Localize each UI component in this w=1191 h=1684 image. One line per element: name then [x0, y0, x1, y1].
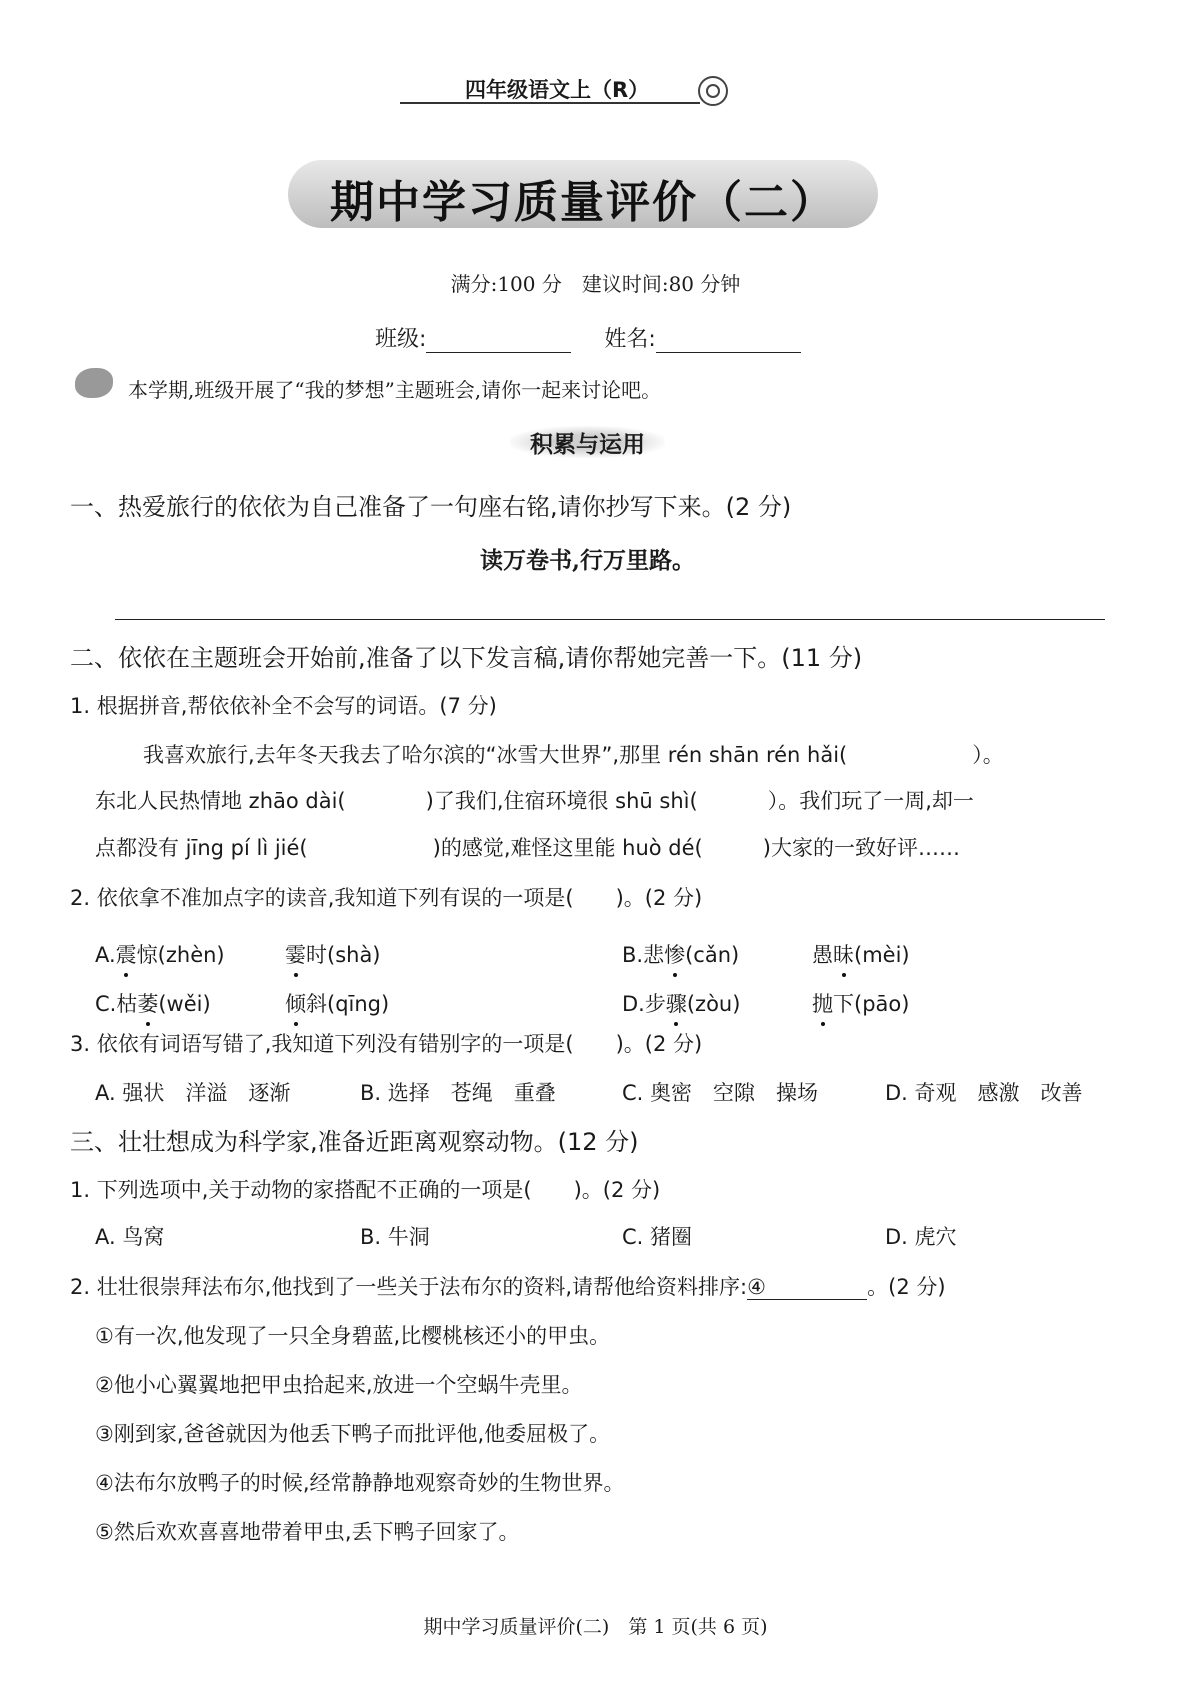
q3-sub1-title: 1. 下列选项中,关于动物的家搭配不正确的一项是( )。(2 分) [70, 1178, 661, 1202]
megaphone-icon [75, 368, 113, 398]
option-label: D. [622, 992, 645, 1016]
option-a[interactable]: A. 强状 洋溢 逐渐 [95, 1081, 291, 1105]
option-d[interactable] [622, 988, 910, 1018]
text: (zòu) [686, 992, 741, 1016]
option-b[interactable] [622, 939, 910, 969]
text: 愚 [812, 943, 833, 967]
dotted-char: 倾 [285, 988, 306, 1018]
word [812, 939, 910, 969]
text: 步 [644, 992, 666, 1016]
passage-line-2 [95, 785, 974, 815]
text: (cǎn) [685, 943, 740, 967]
q2-sub1-title: 1. 根据拼音,帮依依补全不会写的词语。(7 分) [70, 694, 497, 718]
text: 斜(qīng) [306, 992, 390, 1016]
option-c[interactable]: C. 猪圈 [622, 1225, 693, 1249]
option-d[interactable]: D. 虎穴 [885, 1225, 957, 1249]
option-c[interactable]: C. 奥密 空隙 操场 [622, 1081, 819, 1105]
text: (mèi) [854, 943, 910, 967]
dotted-char: 骤 [666, 988, 687, 1018]
word [643, 943, 739, 967]
text: )了我们,住宿环境很 shū shì( [425, 789, 698, 813]
name-label: 姓名: [604, 327, 656, 352]
q2-sub3-title: 3. 依依有词语写错了,我知道下列没有错别字的一项是( )。(2 分) [70, 1032, 703, 1056]
option-label: B. [622, 943, 644, 967]
question-1-title: 一、热爱旅行的依依为自己准备了一句座右铭,请你抄写下来。(2 分) [70, 493, 792, 521]
text: 。(2 分) [867, 1275, 946, 1299]
text: 2. 壮壮很崇拜法布尔,他找到了一些关于法布尔的资料,请帮他给资料排序: [70, 1275, 748, 1299]
text: ）。 [972, 743, 1004, 767]
text: (wěi) [158, 992, 211, 1016]
text: )的感觉,难怪这里能 huò dé( [432, 836, 703, 860]
text: 下(pāo) [833, 992, 910, 1016]
list-item: ①有一次,他发现了一只全身碧蓝,比樱桃核还小的甲虫。 [95, 1324, 611, 1348]
list-item: ④法布尔放鸭子的时候,经常静静地观察奇妙的生物世界。 [95, 1471, 625, 1495]
text: ）。我们玩了一周,却一 [767, 789, 974, 813]
option-a[interactable] [95, 939, 381, 969]
option-label: C. [95, 992, 117, 1016]
text: 东北人民热情地 zhāo dài( [95, 789, 346, 813]
class-label: 班级: [375, 327, 427, 352]
text: 我喜欢旅行,去年冬天我去了哈尔滨的“冰雪大世界”,那里 rén shān rén hǎi( [143, 743, 848, 767]
word [645, 992, 741, 1016]
option-b[interactable]: B. 选择 苍绳 重叠 [360, 1081, 556, 1105]
list-item: ⑤然后欢欢喜喜地带着甲虫,丢下鸭子回家了。 [95, 1520, 520, 1544]
dotted-char: 抛 [812, 988, 833, 1018]
word [285, 988, 389, 1018]
list-item: ③刚到家,爸爸就因为他丢下鸭子而批评他,他委屈极了。 [95, 1422, 611, 1446]
word [116, 943, 225, 967]
text: 枯 [116, 992, 138, 1016]
dotted-char: 昧 [833, 939, 854, 969]
page-title: 期中学习质量评价（二） [330, 177, 836, 228]
student-fields [375, 322, 827, 353]
order-answer[interactable] [747, 1275, 867, 1300]
prefill: ④ [747, 1275, 766, 1299]
q2-sub2-title: 2. 依依拿不准加点字的读音,我知道下列有误的一项是( )。(2 分) [70, 886, 703, 910]
dotted-char: 萎 [137, 988, 158, 1018]
text: 惊(zhèn) [136, 943, 225, 967]
subject-header [400, 72, 730, 106]
option-b[interactable]: B. 牛洞 [360, 1225, 430, 1249]
subject-label: 四年级语文上（R） [465, 78, 650, 102]
option-label: A. [95, 943, 116, 967]
text: 点都没有 jīng pí lì jié( [95, 836, 308, 860]
exam-meta: 满分:100 分 建议时间:80 分钟 [450, 272, 741, 296]
answer-line[interactable] [115, 619, 1105, 620]
passage-line-3 [95, 832, 960, 862]
dotted-char: 霎 [285, 939, 306, 969]
motto: 读万卷书,行万里路。 [480, 547, 696, 574]
section-heading: 积累与运用 [510, 426, 665, 458]
dotted-char: 震 [116, 939, 137, 969]
word [116, 992, 210, 1016]
dotted-char: 惨 [664, 939, 685, 969]
option-a[interactable]: A. 鸟窝 [95, 1225, 165, 1249]
passage-line-1 [143, 739, 1004, 769]
question-2-title: 二、依依在主题班会开始前,准备了以下发言稿,请你帮她完善一下。(11 分) [70, 644, 863, 672]
class-input[interactable] [426, 330, 571, 353]
option-d[interactable]: D. 奇观 感激 改善 [885, 1081, 1083, 1105]
page-footer: 期中学习质量评价(二) 第 1 页(共 6 页) [423, 1616, 768, 1638]
option-c[interactable] [95, 988, 390, 1018]
word [812, 988, 909, 1018]
word [285, 939, 381, 969]
text: 悲 [643, 943, 665, 967]
header-rule [400, 102, 700, 104]
text: )大家的一致好评…… [762, 836, 960, 860]
spiral-icon [698, 76, 728, 106]
list-item: ②他小心翼翼地把甲虫拾起来,放进一个空蜗牛壳里。 [95, 1373, 583, 1397]
question-3-title: 三、壮壮想成为科学家,准备近距离观察动物。(12 分) [70, 1128, 639, 1156]
q3-sub2-title [70, 1271, 946, 1301]
name-input[interactable] [656, 330, 801, 353]
intro-text: 本学期,班级开展了“我的梦想”主题班会,请你一起来讨论吧。 [128, 378, 662, 402]
text: 时(shà) [306, 943, 381, 967]
